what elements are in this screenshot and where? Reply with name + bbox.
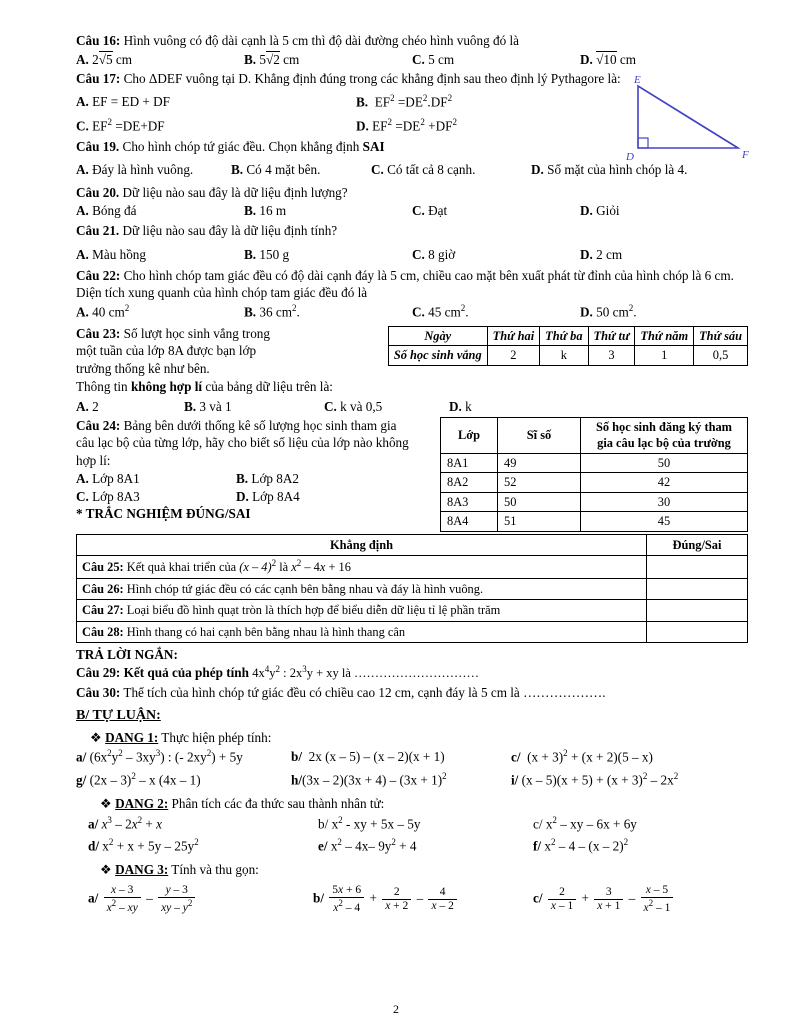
cell-lop: 8A3: [441, 492, 498, 512]
cell-si-so: 50: [498, 492, 581, 512]
table-row: [77, 578, 748, 600]
question-24-table: [440, 417, 748, 532]
option-a[interactable]: A. 2: [76, 399, 99, 415]
question-30: [76, 684, 748, 702]
option-c[interactable]: C. $EF^2 =DE+DF$: [76, 116, 165, 133]
item-a: a/ $(6x^2y^2 - 3xy^3)$ : (- $2xy^2) + 5y$: [76, 748, 243, 765]
option-a[interactable]: A. EF = ED + DF: [76, 93, 171, 109]
question-24: [76, 417, 748, 529]
header-si-so: Sĩ số: [498, 417, 581, 453]
option-b[interactable]: B. 150 g: [244, 247, 290, 263]
dang-3-title: Tính và thu gọn:: [168, 861, 259, 877]
table-header-row: [441, 417, 748, 453]
dang-2-heading: ❖ DANG 2: Phân tích các đa thức sau thành nhân tử:: [100, 796, 385, 812]
item-h: $h/(3x - 2)(3x + 4) - (3x + 1)^2$: [291, 771, 447, 788]
question-29-label: Câu 29:: [76, 664, 121, 680]
option-b[interactable]: B. Có 4 mặt bên.: [231, 162, 321, 178]
short-answer-heading: TRẢ LỜI NGẮN:: [76, 647, 178, 663]
item-a: a/ $x^3 - 2x^2 + x$: [88, 814, 162, 832]
question-20-label: Câu 20.: [76, 184, 120, 200]
header-thu-ba: Thứ ba: [540, 326, 588, 346]
option-b[interactable]: B. 36 $cm^2$.: [244, 302, 300, 320]
question-20-options: [76, 202, 748, 220]
cell-thu-ba: k: [540, 346, 588, 366]
essay-heading: B/ TỰ LUẬN:: [76, 708, 161, 724]
option-b[interactable]: B. $EF^2 =DE^2.DF^2$: [356, 92, 453, 110]
vertex-d-label: D: [626, 151, 634, 163]
question-24-options-row1: [76, 470, 416, 488]
answer-cell-26[interactable]: [647, 578, 748, 600]
cell-thu-nam: 1: [635, 346, 694, 366]
question-22-options: [76, 303, 748, 321]
dang-3-label: DANG 3:: [115, 861, 169, 877]
question-16-options: [76, 51, 748, 69]
question-23-text2-bold: không hợp lí: [130, 379, 203, 395]
cell-lop: 8A1: [441, 453, 498, 473]
question-24-options-row2: [76, 488, 416, 506]
dang-1-row-1: [76, 748, 748, 766]
header-thu-sau: Thứ sáu: [694, 326, 748, 346]
question-24-text: Bảng bên dưới thống kê số lượng học sinh tham gia câu lạc bộ của từng lớp, hãy cho biết số liệu của lớp nào không hợp lí:: [76, 417, 409, 468]
question-21-label: Câu 21.: [76, 222, 120, 238]
header-lop: Lớp: [441, 417, 498, 453]
table-row: [77, 600, 748, 622]
table-row: [441, 512, 748, 532]
option-a[interactable]: A. Bóng đá: [76, 203, 137, 219]
answer-cell-27[interactable]: [647, 600, 748, 622]
option-c[interactable]: C. Đạt: [412, 203, 448, 219]
item-i: i/ $(x - 5)(x + 5) + (x + 3)^2 - 2x^2$: [511, 771, 679, 788]
statement-26: Câu 26: Hình chóp tứ giác đều có các cạnh bên bằng nhau và đáy là hình vuông.: [77, 578, 647, 600]
item-c: c/ $x^2$ – xy – 6x + 6y: [533, 814, 637, 832]
question-29-bold: Kết quả của phép tính: [120, 664, 249, 680]
cell-thu-sau: 0,5: [694, 346, 748, 366]
question-17-options-row1: [76, 93, 636, 111]
cell-dang-ky: 50: [581, 453, 748, 473]
question-16-label: Câu 16:: [76, 33, 121, 48]
option-c[interactable]: C. 5 cm: [412, 51, 455, 67]
answer-cell-25[interactable]: [647, 556, 748, 579]
option-c[interactable]: C. Có tất cả 8 cạnh.: [371, 162, 476, 178]
true-false-table: [76, 534, 748, 644]
item-f: f/ $x^2 - 4 - (x - 2)^2$: [533, 836, 629, 853]
question-16-text: Hình vuông có độ dài cạnh là 5 cm thì độ dài đường chéo hình vuông đó là: [120, 33, 520, 48]
answer-cell-28[interactable]: [647, 621, 748, 643]
question-17-options-row2: [76, 117, 636, 135]
question-20-text: Dữ liệu nào sau đây là dữ liệu định lượng?: [119, 184, 348, 200]
option-d[interactable]: D. Số mặt của hình chóp là 4.: [531, 162, 688, 178]
cell-dang-ky: 42: [581, 473, 748, 493]
cell-dang-ky: 45: [581, 512, 748, 532]
item-e: e/ $x^2 - 4x-$ $9y^2 + 4$: [318, 836, 417, 853]
dang-1-title: Thực hiện phép tính:: [158, 729, 272, 745]
question-17-text: Cho ΔDEF vuông tại D. Khẳng định đúng trong các khẳng định sau theo định lý Pythagore là:: [120, 71, 621, 87]
item-b: b/ $x^2$ - xy + 5x – 5y: [318, 814, 421, 832]
true-false-heading: * TRẮC NGHIỆM ĐÚNG/SAI: [76, 506, 251, 522]
option-c[interactable]: C. k và 0,5: [324, 399, 383, 415]
option-d[interactable]: D. Lớp 8A4: [236, 488, 300, 504]
dang-2-label: DANG 2:: [115, 796, 169, 812]
question-21-text: Dữ liệu nào sau đây là dữ liệu định tính?: [119, 222, 338, 238]
header-dung-sai: Đúng/Sai: [647, 534, 748, 556]
question-29-expr: $4x^4y^2$ : $2x^3y$ + xy là …………………………: [252, 663, 480, 680]
cell-thu-hai: 2: [487, 346, 540, 366]
table-row: [441, 492, 748, 512]
item-c: c/ $(x + 3)^2 + (x + 2)(5 - x)$: [511, 748, 653, 765]
item-b: b/ 2x (x – 5) – (x – 2)(x + 1): [291, 749, 445, 765]
option-a[interactable]: A. Lớp 8A1: [76, 471, 140, 487]
question-19-sai: SAI: [362, 138, 385, 154]
item-g: g/ (2x – 3)$^2$ – x (4x – 1): [76, 771, 201, 788]
question-23-table: [388, 326, 748, 366]
page-number: 2: [393, 1002, 399, 1017]
option-c[interactable]: C. 8 giờ: [412, 247, 456, 263]
cell-si-so: 52: [498, 473, 581, 493]
vertex-e-label: E: [634, 74, 641, 86]
option-a[interactable]: A. Màu hồng: [76, 247, 146, 263]
cell-dang-ky: 30: [581, 492, 748, 512]
header-so-hoc-sinh: Số học sinh đăng ký tham gia câu lạc bộ của trường: [581, 417, 748, 453]
question-21: [76, 222, 748, 240]
question-22: [76, 267, 748, 302]
cell-si-so: 51: [498, 512, 581, 532]
question-23: [76, 325, 748, 396]
question-24-label: Câu 24:: [76, 417, 121, 433]
statement-28: Câu 28: Hình thang có hai cạnh bên bằng nhau là hình thang cân: [77, 621, 647, 643]
table-row: [388, 346, 747, 366]
option-d[interactable]: D. $EF^2 =DE^2 +DF^2$: [356, 116, 457, 133]
option-c[interactable]: C. Lớp 8A3: [76, 488, 140, 504]
dang-2-row-1: [76, 815, 748, 833]
dang-2-title: Phân tích các đa thức sau thành nhân tử:: [168, 796, 385, 812]
dang-3-row: [76, 884, 748, 915]
header-khang-dinh: Khẳng định: [77, 534, 647, 556]
option-a[interactable]: A. Đáy là hình vuông.: [76, 162, 194, 178]
question-30-label: Câu 30:: [76, 684, 121, 700]
question-17-label: Câu 17:: [76, 71, 121, 87]
statement-25: Câu 25: Kết quả khai triển của (x – 4)$^2$ là $x^2 - 4x + 16$: [77, 556, 647, 579]
question-16: [76, 32, 748, 50]
header-ngay: Ngày: [388, 326, 487, 346]
option-b[interactable]: B. 3 và 1: [184, 399, 232, 415]
item-d: d/ $x^2 + x + 5y - 25y^2$: [88, 836, 199, 853]
question-23-text2-pre: Thông tin: [76, 379, 131, 395]
item-c: c/ $\frac{2}{x - 1}$ + $\frac{3}{x + 1}$ – $\frac{x - 5}{x^2 - 1}$: [533, 884, 675, 915]
table-row: [441, 453, 748, 473]
option-a[interactable]: A. 40 $cm^2$: [76, 302, 130, 320]
table-header-row: [388, 326, 747, 346]
option-d[interactable]: D. 50 $cm^2$.: [580, 302, 637, 320]
dang-3-heading: ❖ DANG 3: Tính và thu gọn:: [100, 861, 259, 877]
question-17: [76, 70, 636, 88]
row-label: Số học sinh vắng: [388, 346, 487, 366]
dang-1-label: DANG 1:: [105, 729, 159, 745]
option-b[interactable]: B. 5√2 cm: [244, 51, 300, 67]
header-thu-hai: Thứ hai: [487, 326, 540, 346]
question-22-text: Cho hình chóp tam giác đều có độ dài cạnh đáy là 5 cm, chiều cao mặt bên xuất phát từ đỉnh của hình chóp là 6 cm. Diện tích xung quanh của hình chóp tam giác đều đó là: [76, 267, 734, 301]
question-23-options: [76, 398, 748, 416]
question-20: [76, 184, 748, 202]
option-b[interactable]: B. 16 m: [244, 203, 287, 219]
cell-lop: 8A2: [441, 473, 498, 493]
question-19-label: Câu 19.: [76, 138, 120, 154]
item-a: a/ $\frac{x - 3}{x^2 - xy}$ – $\frac{y - 3}{xy - y^2}$: [88, 884, 313, 915]
question-22-label: Câu 22:: [76, 267, 121, 283]
table-row: [77, 621, 748, 643]
table-row: [441, 473, 748, 493]
option-a[interactable]: A. 2√5 cm: [76, 51, 132, 67]
table-header-row: [77, 534, 748, 556]
option-d[interactable]: D. Giỏi: [580, 203, 620, 219]
vertex-f-label: F: [742, 149, 749, 161]
question-23-label: Câu 23:: [76, 325, 121, 341]
cell-si-so: 49: [498, 453, 581, 473]
option-d[interactable]: D. k: [449, 399, 472, 415]
question-19-text: Cho hình chóp tứ giác đều. Chọn khẳng định: [119, 138, 363, 154]
dang-2-row-2: [76, 837, 748, 855]
option-d[interactable]: D. √10 cm: [580, 51, 636, 67]
statement-27: Câu 27: Loại biểu đồ hình quạt tròn là thích hợp để biểu diễn dữ liệu tỉ lệ phần trăm: [77, 600, 647, 622]
question-29: [76, 664, 748, 682]
header-thu-tu: Thứ tư: [588, 326, 635, 346]
option-c[interactable]: C. 45 $cm^2$.: [412, 302, 469, 320]
dang-1-row-2: [76, 771, 748, 789]
option-b[interactable]: B. Lớp 8A2: [236, 471, 300, 487]
question-21-options: [76, 246, 748, 264]
question-23-text: Số lượt học sinh vắng trong một tuần của lớp 8A được bạn lớp trưởng thống kê như bên.: [76, 325, 270, 376]
question-23-text2-post: của bảng dữ liệu trên là:: [202, 379, 333, 395]
header-thu-nam: Thứ năm: [635, 326, 694, 346]
question-30-text: Thể tích của hình chóp tứ giác đều có chiều cao 12 cm, cạnh đáy là 5 cm là ……………….: [120, 684, 606, 700]
item-b: b/ $\frac{5x + 6}{x^2 - 4}$ + $\frac{2}{x + 2}$ – $\frac{4}{x - 2}$: [313, 884, 533, 915]
table-row: [77, 556, 748, 579]
cell-lop: 8A4: [441, 512, 498, 532]
option-d[interactable]: D. 2 cm: [580, 247, 623, 263]
cell-thu-tu: 3: [588, 346, 635, 366]
dang-1-heading: ❖ DANG 1: Thực hiện phép tính:: [90, 729, 272, 745]
triangle-def-figure: [612, 74, 758, 166]
